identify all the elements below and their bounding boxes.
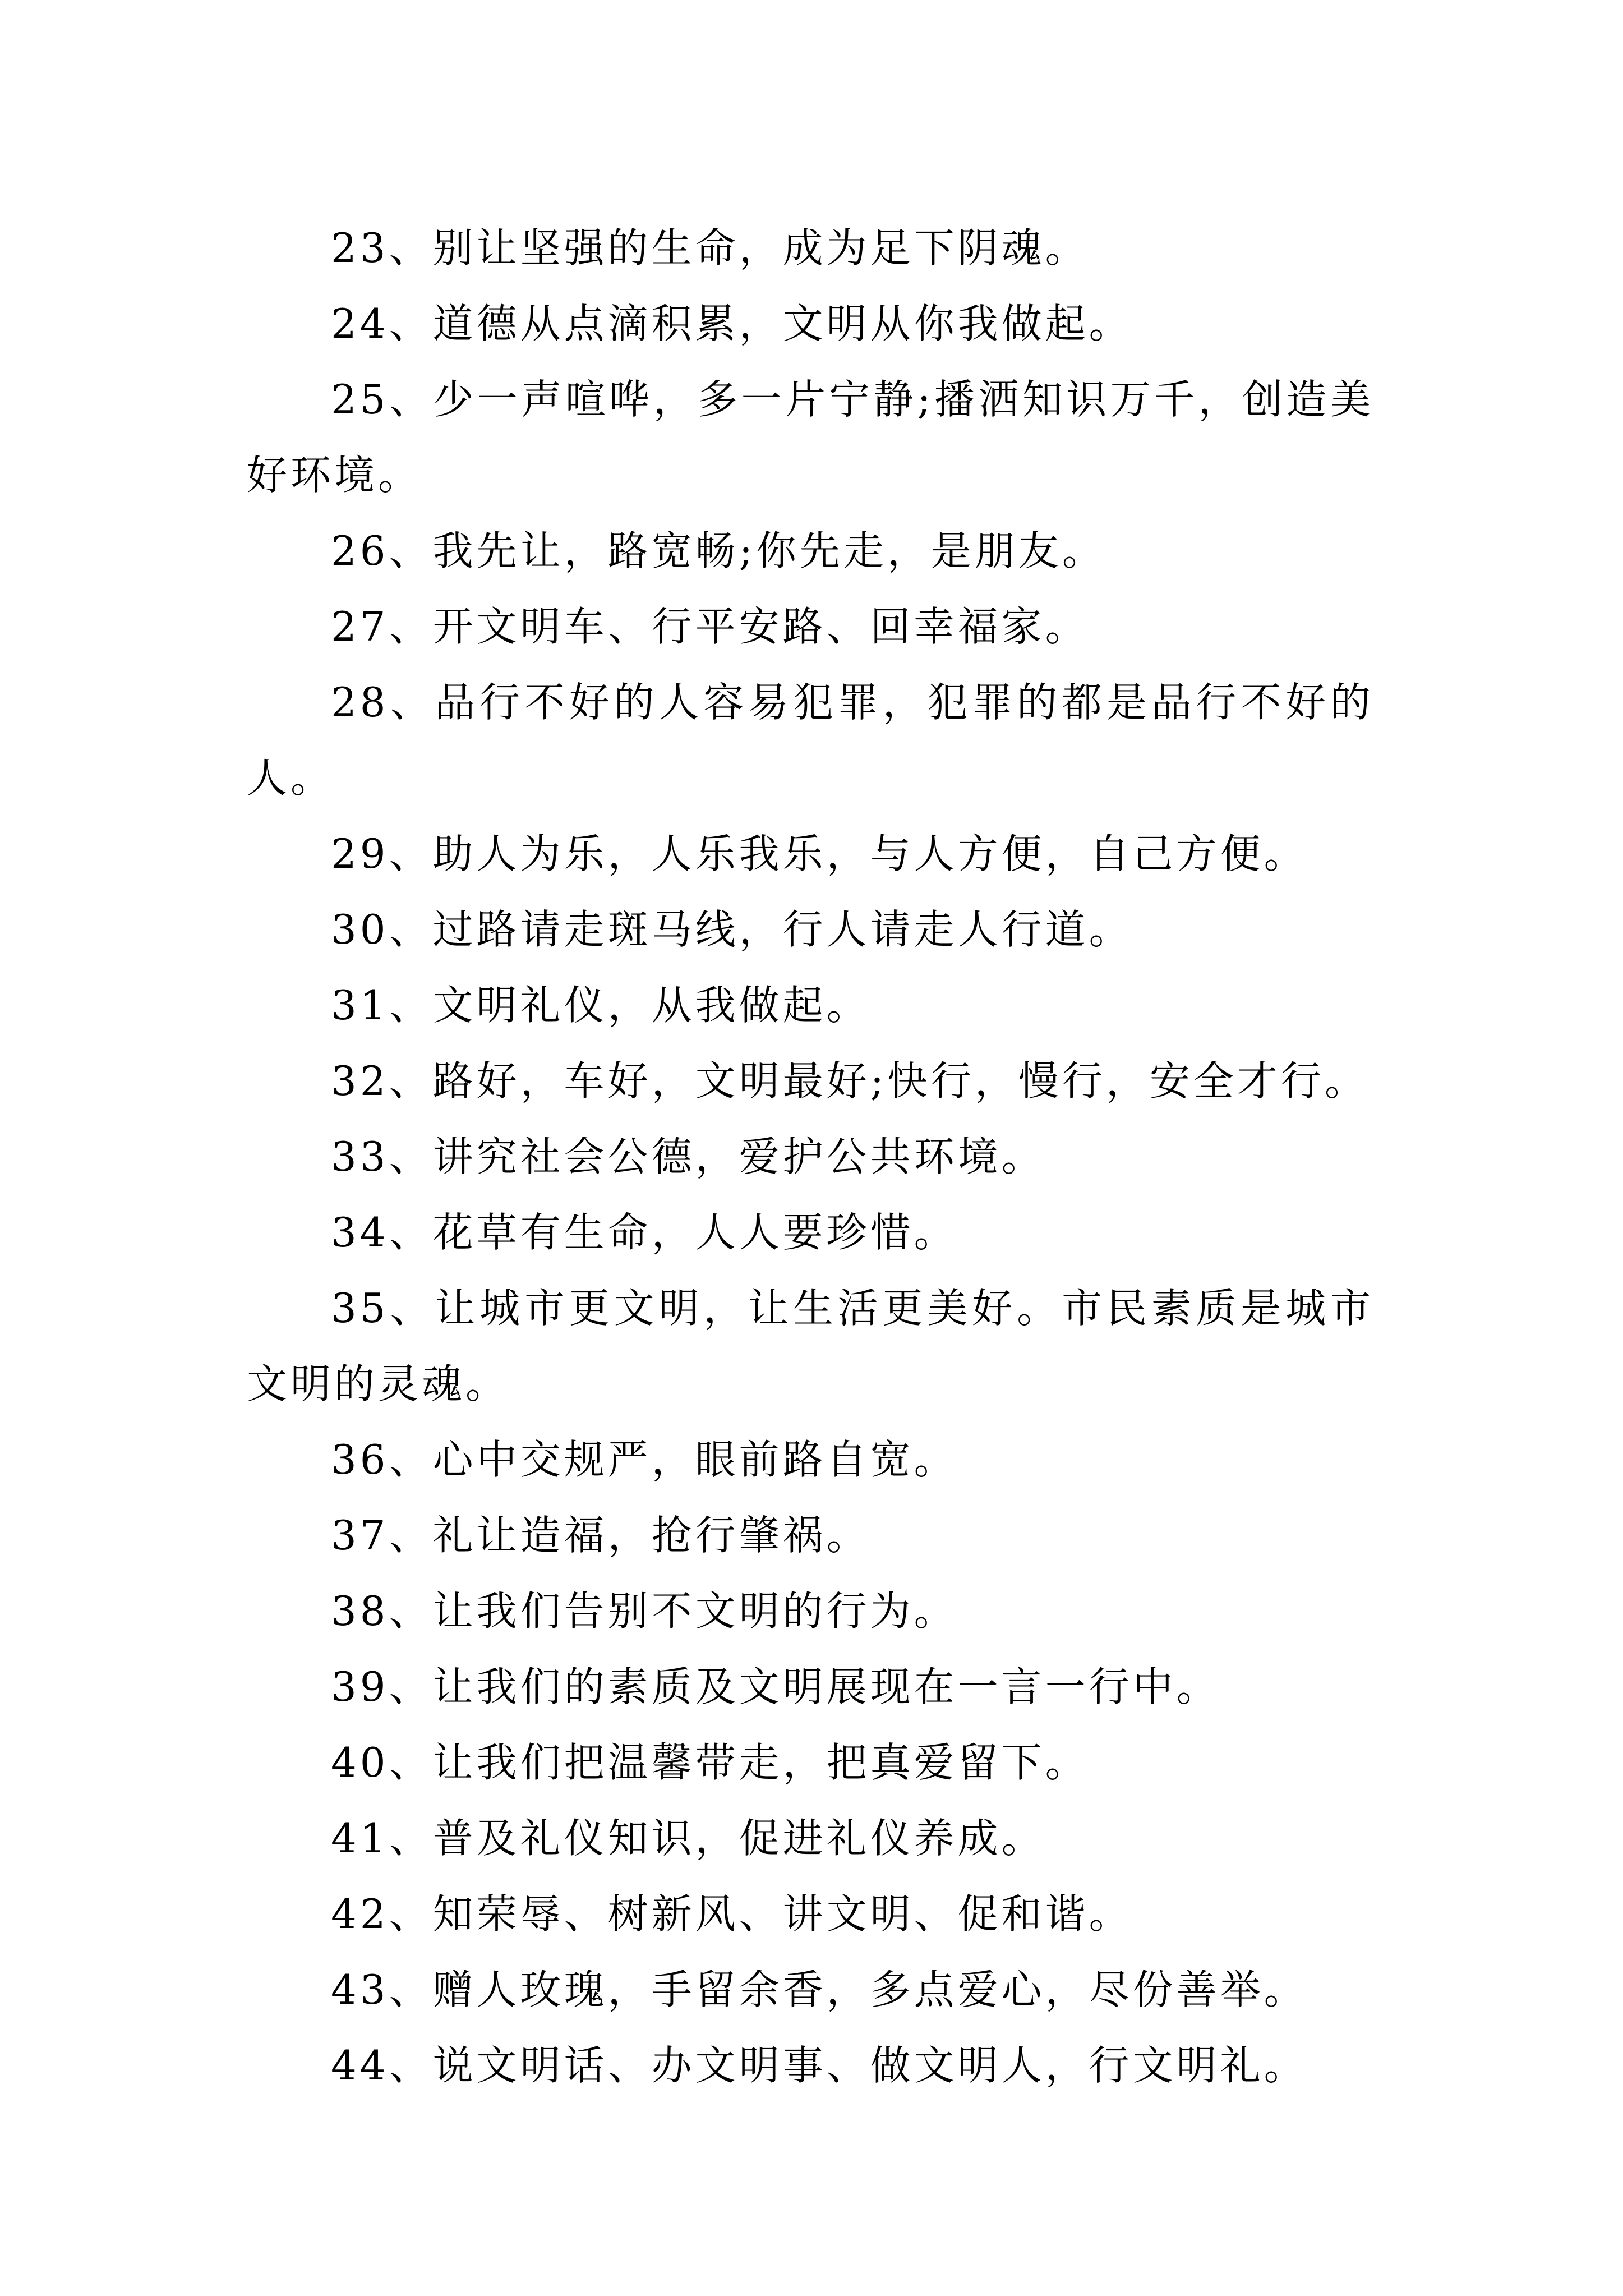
slogan-list	[247, 210, 1374, 2104]
slogan-item-28: 28、品行不好的人容易犯罪，犯罪的都是品行不好的人。	[247, 679, 1374, 802]
slogan-item-37: 37、礼让造福，抢行肇祸。	[331, 1512, 870, 1559]
slogan-item-34: 34、花草有生命，人人要珍惜。	[331, 1209, 958, 1256]
slogan-item-43: 43、赠人玫瑰，手留余香，多点爱心，尽份善举。	[331, 1966, 1308, 2013]
slogan-item-27: 27、开文明车、行平安路、回幸福家。	[331, 603, 1089, 650]
slogan-item-24: 24、道德从点滴积累，文明从你我做起。	[331, 300, 1133, 347]
slogan-item-38: 38、让我们告别不文明的行为。	[331, 1588, 958, 1635]
slogan-item-26: 26、我先让，路宽畅;你先走，是朋友。	[331, 527, 1106, 574]
slogan-item-25: 25、少一声喧哗，多一片宁静;播洒知识万千，创造美好环境。	[247, 376, 1374, 499]
slogan-item-44: 44、说文明话、办文明事、做文明人，行文明礼。	[331, 2042, 1308, 2089]
slogan-item-35: 35、让城市更文明，让生活更美好。市民素质是城市文明的灵魂。	[247, 1285, 1374, 1407]
slogan-item-23: 23、别让坚强的生命，成为足下阴魂。	[331, 224, 1089, 272]
slogan-item-30: 30、过路请走斑马线，行人请走人行道。	[331, 906, 1133, 953]
slogan-item-29: 29、助人为乐，人乐我乐，与人方便，自己方便。	[331, 830, 1308, 877]
slogan-item-42: 42、知荣辱、树新风、讲文明、促和谐。	[331, 1890, 1133, 1938]
slogan-item-32: 32、路好，车好，文明最好;快行，慢行，安全才行。	[331, 1057, 1368, 1105]
slogan-item-41: 41、普及礼仪知识，促进礼仪养成。	[331, 1815, 1045, 1862]
slogan-item-31: 31、文明礼仪，从我做起。	[331, 982, 870, 1029]
slogan-item-36: 36、心中交规严，眼前路自宽。	[331, 1436, 958, 1483]
slogan-item-33: 33、讲究社会公德，爱护公共环境。	[331, 1133, 1045, 1180]
slogan-item-40: 40、让我们把温馨带走，把真爱留下。	[331, 1739, 1089, 1786]
slogan-item-39: 39、让我们的素质及文明展现在一言一行中。	[331, 1663, 1220, 1710]
